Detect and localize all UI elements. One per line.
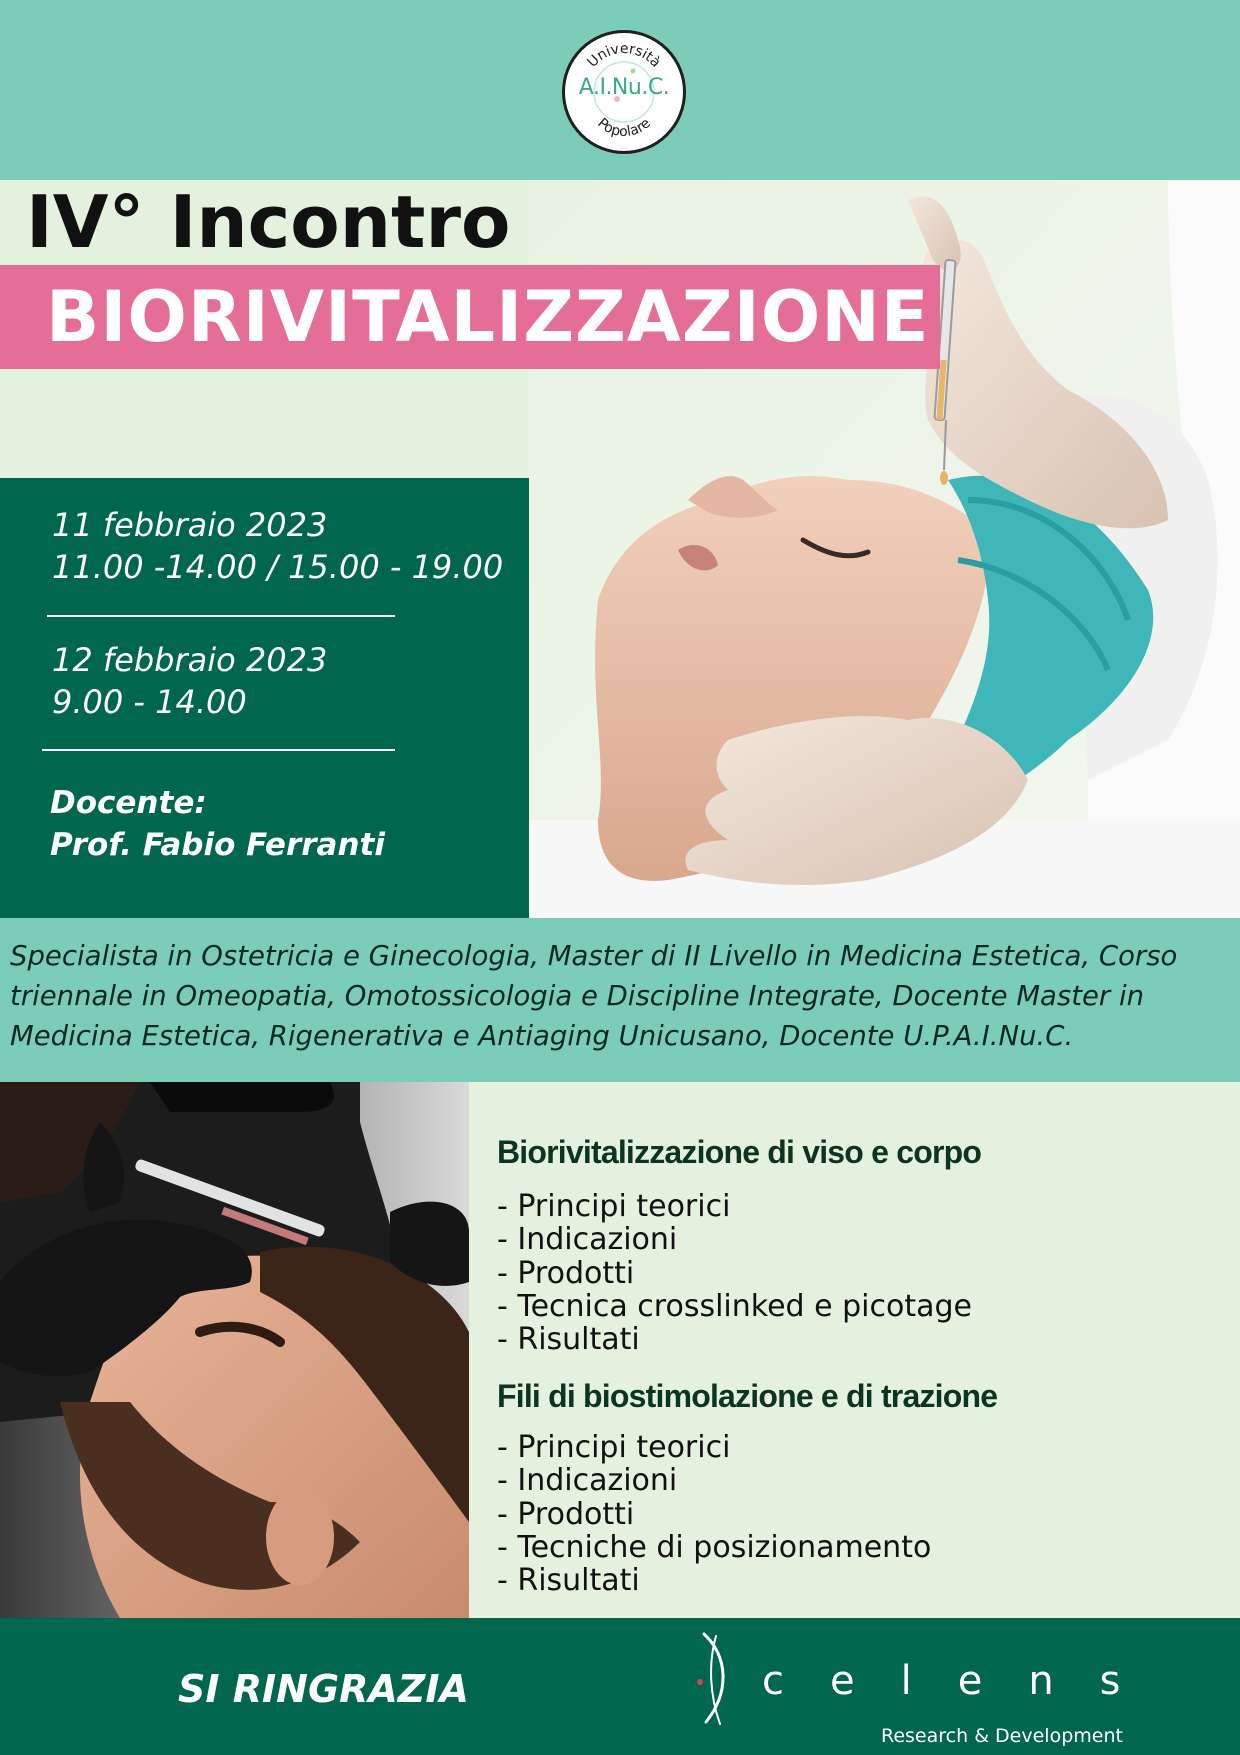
program-section1-title: Biorivitalizzazione di viso e corpo xyxy=(497,1134,982,1170)
divider xyxy=(47,615,395,617)
list-item: - Tecniche di posizionamento xyxy=(497,1529,932,1565)
sponsor-tagline: Research & Development xyxy=(881,1725,1123,1747)
list-item: - Indicazioni xyxy=(497,1463,678,1499)
teacher-name: Prof. Fabio Ferranti xyxy=(50,827,385,863)
list-item: - Prodotti xyxy=(497,1255,635,1291)
event-title: BIORIVITALIZZAZIONE xyxy=(46,276,930,358)
program-section2-title: Fili di biostimolazione e di trazione xyxy=(497,1378,998,1414)
teacher-bio: Specialista in Ostetricia e Ginecologia, Master di II Livello in Medicina Estetica, Corso triennale in Omeopatia, Omotossicologia e Discipline Integrate, Docente Master in Medicina Estetica, Rigenerativa e Antiaging Unicusano, Docente U.P.A.I.Nu.C. xyxy=(10,940,1178,1052)
photo-scalp-treatment xyxy=(0,1082,469,1618)
logo-top-text: Università xyxy=(584,40,664,71)
list-item: - Tecnica crosslinked e picotage xyxy=(497,1288,972,1324)
list-item: - Risultati xyxy=(497,1563,640,1599)
list-item: - Risultati xyxy=(497,1322,640,1358)
list-item: - Indicazioni xyxy=(497,1222,678,1258)
day1-date: 11 febbraio 2023 xyxy=(52,506,328,544)
program-section1-list xyxy=(497,1190,972,1356)
list-item: - Principi teorici xyxy=(497,1189,731,1224)
list-item: - Principi teorici xyxy=(497,1430,731,1465)
day2-date: 12 febbraio 2023 xyxy=(52,641,328,679)
day2-hours: 9.00 - 14.00 xyxy=(52,683,247,721)
teacher-label: Docente: xyxy=(50,785,207,821)
logo-center-text: A.I.Nu.C. xyxy=(578,75,670,100)
program-section2-list xyxy=(497,1431,931,1597)
day1-hours: 11.00 -14.00 / 15.00 - 19.00 xyxy=(52,548,504,586)
meeting-number: IV° Incontro xyxy=(26,180,511,264)
divider xyxy=(42,749,395,751)
university-logo xyxy=(562,30,686,154)
thanks-text: SI RINGRAZIA xyxy=(178,1667,469,1711)
list-item: - Prodotti xyxy=(497,1496,635,1532)
schedule-panel xyxy=(0,478,529,918)
sponsor-name: celens xyxy=(762,1658,1167,1704)
logo-bottom-text: Popolare xyxy=(594,115,654,141)
sponsor-logo-icon xyxy=(686,1630,746,1730)
